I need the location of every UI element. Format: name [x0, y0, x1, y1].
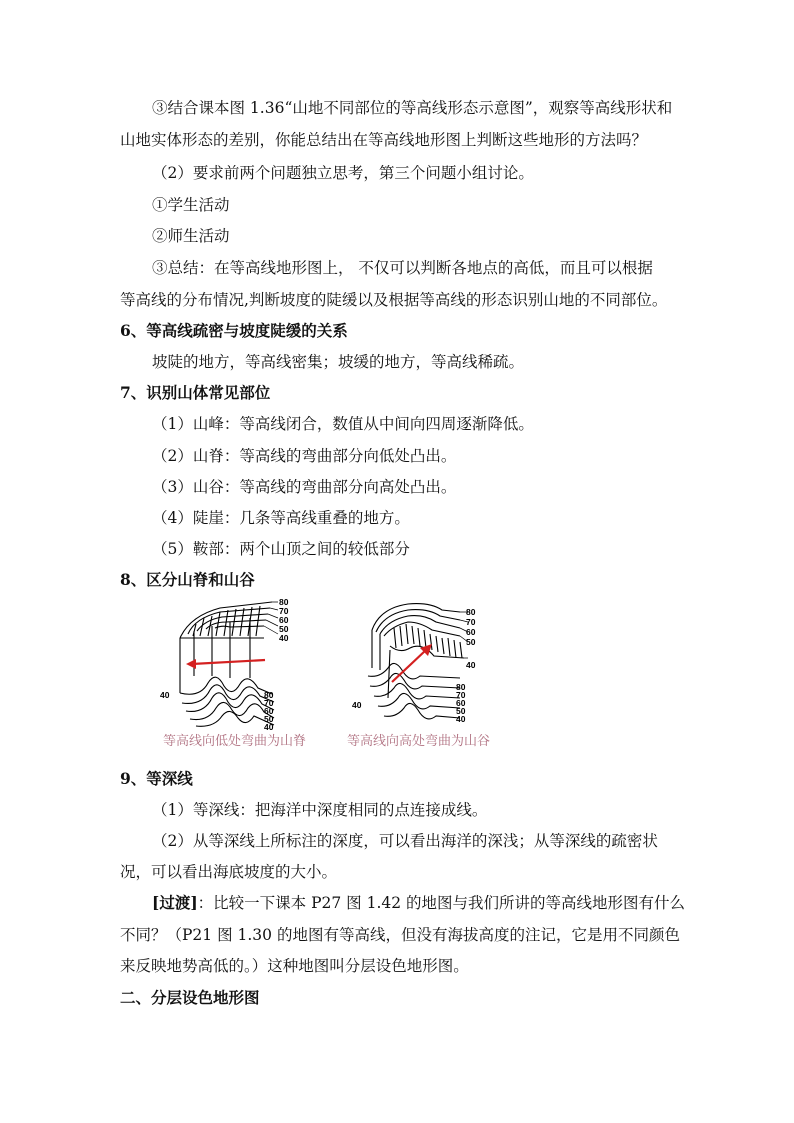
paragraph-line: ②师生活动 [152, 227, 230, 245]
contour-label: 80 [279, 598, 289, 607]
transition-tag: [过渡] [152, 893, 198, 912]
contour-label: 40 [466, 660, 476, 670]
contour-label: 40 [352, 700, 362, 710]
paragraph-line: ①学生活动 [152, 196, 230, 214]
figure-caption: 等高线向低处弯曲为山脊 [163, 734, 307, 749]
contour-label: 70 [466, 617, 476, 627]
contour-label: 70 [279, 606, 289, 616]
contour-label: 70 [456, 690, 466, 700]
contour-label: 40 [279, 633, 289, 643]
paragraph-line: 来反映地势高低的。）这种地图叫分层设色地形图。 [120, 957, 469, 975]
contour-label: 50 [264, 714, 274, 724]
paragraph-line: 况，可以看出海底坡度的大小。 [120, 863, 338, 881]
paragraph-line: 等高线的分布情况,判断坡度的陡缓以及根据等高线的形态识别山地的不同部位。 [120, 291, 668, 309]
list-item: （1）山峰：等高线闭合，数值从中间向四周逐渐降低。 [152, 415, 534, 433]
contour-label: 80 [456, 682, 466, 692]
list-item: （2）山脊：等高线的弯曲部分向低处凸出。 [152, 447, 457, 465]
contour-label: 50 [466, 637, 476, 647]
figure-caption: 等高线向高处弯曲为山谷 [347, 734, 491, 749]
contour-label: 50 [279, 624, 289, 634]
list-item: （3）山谷：等高线的弯曲部分向高处凸出。 [152, 478, 457, 496]
paragraph-line: （1）等深线：把海洋中深度相同的点连接成线。 [152, 801, 488, 819]
contour-label: 60 [279, 615, 289, 625]
paragraph-line: ③结合课本图 1.36“山地不同部位的等高线形态示意图”，观察等高线形状和 [152, 99, 673, 117]
section-heading: 9、等深线 [120, 769, 193, 788]
contour-label: 80 [264, 690, 274, 700]
paragraph-line: 坡陡的地方，等高线密集；坡缓的地方，等高线稀疏。 [152, 353, 525, 371]
list-item: （5）鞍部：两个山顶之间的较低部分 [152, 540, 410, 558]
paragraph-line [152, 893, 685, 913]
valley-contour-figure [350, 598, 500, 733]
paragraph-line: ③总结：在等高线地形图上， 不仅可以判断各地点的高低，而且可以根据 [152, 259, 653, 277]
paragraph-line: （2）要求前两个问题独立思考，第三个问题小组讨论。 [152, 164, 534, 182]
list-item: （4）陡崖：几条等高线重叠的地方。 [152, 509, 410, 527]
section-heading: 二、分层设色地形图 [120, 988, 260, 1007]
contour-label: 60 [264, 706, 274, 716]
contour-label: 80 [466, 607, 476, 617]
paragraph-line: （2）从等深线上所标注的深度，可以看出海洋的深浅；从等深线的疏密状 [152, 832, 658, 850]
transition-text: ：比较一下课本 P27 图 1.42 的地图与我们所讲的等高线地形图有什么 [197, 894, 686, 912]
contour-label: 60 [456, 698, 466, 708]
contour-label: 40 [160, 690, 170, 700]
contour-label: 50 [456, 706, 466, 716]
paragraph-line: 不同？（P21 图 1.30 的地图有等高线，但没有海拔高度的注记，它是用不同颜色 [120, 926, 680, 944]
contour-label: 40 [456, 714, 466, 724]
paragraph-line: 山地实体形态的差别，你能总结出在等高线地形图上判断这些地形的方法吗？ [120, 131, 648, 149]
contour-label: 60 [466, 627, 476, 637]
section-heading: 7、识别山体常见部位 [120, 383, 271, 402]
arrow-icon [186, 659, 265, 669]
contour-label: 40 [264, 722, 274, 732]
section-heading: 6、等高线疏密与坡度陡缓的关系 [120, 321, 348, 340]
contour-label: 70 [264, 698, 274, 708]
ridge-contour-figure [160, 598, 310, 733]
section-heading: 8、区分山脊和山谷 [120, 570, 255, 589]
